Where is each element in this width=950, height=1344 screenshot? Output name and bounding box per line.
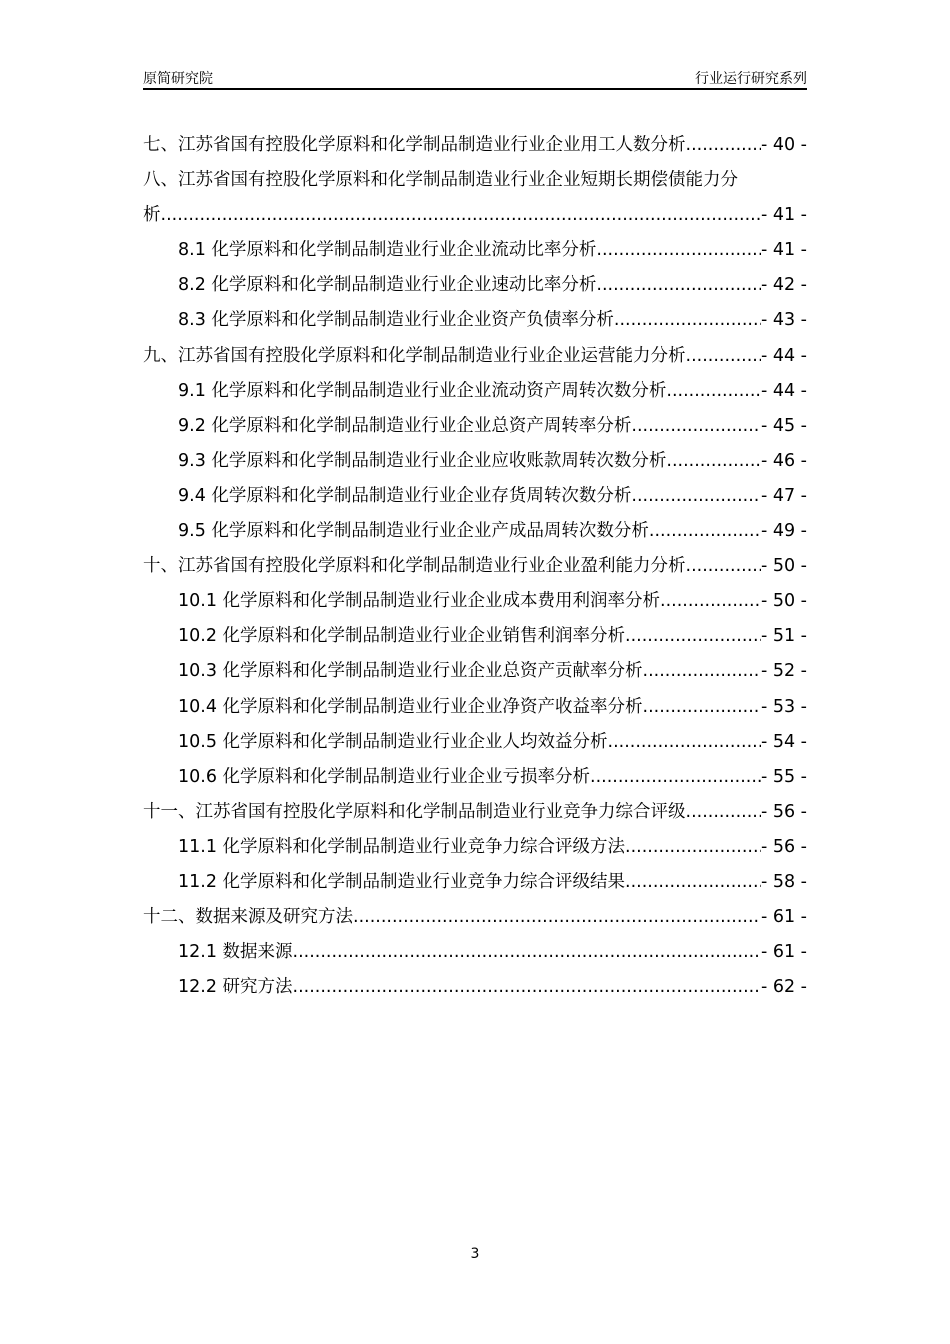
toc-leader-dots — [666, 444, 761, 479]
toc-leader-dots — [614, 303, 761, 338]
toc-leader-dots — [161, 198, 761, 233]
toc-leader-dots — [625, 830, 761, 865]
toc-entry[interactable] — [143, 198, 807, 233]
toc-entry-title: 8.1 化学原料和化学制品制造业行业企业流动比率分析 — [178, 240, 597, 261]
toc-entry-page: - 45 - — [760, 415, 807, 436]
toc-entry-title: 10.6 化学原料和化学制品制造业行业企业亏损率分析 — [178, 766, 591, 787]
toc-entry-title: 10.3 化学原料和化学制品制造业行业企业总资产贡献率分析 — [178, 661, 643, 682]
toc-entry-title: 11.2 化学原料和化学制品制造业行业竞争力综合评级结果 — [178, 871, 626, 892]
toc-entry-title: 8.2 化学原料和化学制品制造业行业企业速动比率分析 — [178, 275, 597, 296]
toc-leader-dots — [686, 795, 761, 830]
toc-entry[interactable] — [143, 619, 807, 654]
toc-entry-page: - 62 - — [760, 977, 807, 998]
toc-entry-page: - 43 - — [760, 310, 807, 331]
toc-entry[interactable] — [143, 900, 807, 935]
toc-entry-page: - 49 - — [760, 521, 807, 542]
toc-entry-title: 9.2 化学原料和化学制品制造业行业企业总资产周转率分析 — [178, 415, 632, 436]
toc-leader-dots — [596, 233, 761, 268]
toc-entry-page: - 46 - — [760, 450, 807, 471]
toc-leader-dots — [660, 584, 761, 619]
toc-entry[interactable] — [143, 654, 807, 689]
page-number: 3 — [470, 1246, 480, 1262]
toc-leader-dots — [625, 865, 761, 900]
page-header — [143, 66, 807, 90]
toc-entry-title: 10.5 化学原料和化学制品制造业行业企业人均效益分析 — [178, 731, 608, 752]
toc-leader-dots — [293, 935, 761, 970]
toc-entry-title: 十二、数据来源及研究方法 — [143, 907, 353, 928]
toc-leader-dots — [631, 409, 761, 444]
header-series: 行业运行研究系列 — [695, 71, 807, 87]
header-org: 原简研究院 — [143, 71, 213, 87]
toc-entry[interactable] — [143, 935, 807, 970]
toc-entry-title: 八、江苏省国有控股化学原料和化学制品制造业行业企业短期长期偿债能力分 — [143, 170, 738, 191]
toc-entry[interactable] — [143, 233, 807, 268]
toc-leader-dots — [643, 654, 761, 689]
toc-entry-page: - 40 - — [760, 135, 807, 155]
toc-entry[interactable] — [143, 268, 807, 303]
toc-entry-page: - 41 - — [760, 240, 807, 261]
table-of-contents — [143, 128, 807, 1005]
toc-entry[interactable] — [143, 339, 807, 374]
toc-entry-title: 十一、江苏省国有控股化学原料和化学制品制造业行业竞争力综合评级 — [143, 801, 686, 822]
toc-entry-title: 10.1 化学原料和化学制品制造业行业企业成本费用利润率分析 — [178, 591, 661, 612]
toc-entry-page: - 50 - — [760, 556, 807, 577]
toc-entry-page: - 41 - — [760, 205, 807, 226]
toc-entry[interactable] — [143, 725, 807, 760]
toc-entry[interactable] — [143, 409, 807, 444]
toc-entry-title: 9.3 化学原料和化学制品制造业行业企业应收账款周转次数分析 — [178, 450, 667, 471]
toc-leader-dots — [590, 760, 761, 795]
toc-leader-dots — [686, 128, 761, 163]
toc-leader-dots — [293, 970, 761, 1005]
toc-entry-page: - 44 - — [760, 380, 807, 401]
toc-leader-dots — [649, 514, 761, 549]
toc-entry-page: - 42 - — [760, 275, 807, 296]
toc-entry[interactable] — [143, 795, 807, 830]
toc-entry-title: 10.4 化学原料和化学制品制造业行业企业净资产收益率分析 — [178, 696, 643, 717]
toc-entry-title: 9.4 化学原料和化学制品制造业行业企业存货周转次数分析 — [178, 485, 632, 506]
toc-entry-page: - 56 - — [760, 801, 807, 822]
toc-leader-dots — [631, 479, 761, 514]
toc-entry-title: 九、江苏省国有控股化学原料和化学制品制造业行业企业运营能力分析 — [143, 345, 686, 366]
toc-entry-page: - 50 - — [760, 591, 807, 612]
toc-entry-title: 析 — [143, 205, 161, 226]
toc-leader-dots — [625, 619, 761, 654]
toc-entry[interactable] — [143, 549, 807, 584]
toc-entry[interactable] — [143, 584, 807, 619]
toc-leader-dots — [643, 690, 761, 725]
toc-entry-title: 12.1 数据来源 — [178, 942, 293, 963]
toc-leader-dots — [353, 900, 761, 935]
toc-entry[interactable] — [143, 865, 807, 900]
toc-entry-page: - 54 - — [760, 731, 807, 752]
toc-entry-page: - 58 - — [760, 871, 807, 892]
toc-entry[interactable] — [143, 690, 807, 725]
toc-entry[interactable] — [143, 970, 807, 1005]
toc-leader-dots — [686, 549, 761, 584]
toc-entry[interactable] — [143, 760, 807, 795]
toc-leader-dots — [686, 339, 761, 374]
toc-entry[interactable] — [143, 830, 807, 865]
toc-entry[interactable] — [143, 303, 807, 338]
toc-entry[interactable] — [143, 374, 807, 409]
toc-entry-page: - 52 - — [760, 661, 807, 682]
toc-entry[interactable] — [143, 163, 807, 198]
toc-entry-title: 11.1 化学原料和化学制品制造业行业竞争力综合评级方法 — [178, 836, 626, 857]
toc-entry[interactable] — [143, 444, 807, 479]
toc-entry-title: 12.2 研究方法 — [178, 977, 293, 998]
toc-entry-title: 9.5 化学原料和化学制品制造业行业企业产成品周转次数分析 — [178, 521, 649, 542]
toc-entry-title: 七、江苏省国有控股化学原料和化学制品制造业行业企业用工人数分析 — [143, 135, 686, 155]
toc-entry-title: 十、江苏省国有控股化学原料和化学制品制造业行业企业盈利能力分析 — [143, 556, 686, 577]
toc-entry-page: - 44 - — [760, 345, 807, 366]
toc-entry[interactable] — [143, 479, 807, 514]
toc-entry-page: - 61 - — [760, 942, 807, 963]
toc-leader-dots — [666, 374, 761, 409]
toc-entry[interactable] — [143, 128, 807, 163]
toc-entry-title: 9.1 化学原料和化学制品制造业行业企业流动资产周转次数分析 — [178, 380, 667, 401]
toc-entry-page: - 51 - — [760, 626, 807, 647]
toc-entry-title: 10.2 化学原料和化学制品制造业行业企业销售利润率分析 — [178, 626, 626, 647]
toc-entry-title: 8.3 化学原料和化学制品制造业行业企业资产负债率分析 — [178, 310, 614, 331]
toc-entry-page: - 56 - — [760, 836, 807, 857]
toc-entry[interactable] — [143, 514, 807, 549]
toc-entry-page: - 61 - — [760, 907, 807, 928]
toc-entry-page: - 53 - — [760, 696, 807, 717]
toc-leader-dots — [596, 268, 761, 303]
toc-leader-dots — [608, 725, 761, 760]
toc-entry-page: - 47 - — [760, 485, 807, 506]
toc-entry-page: - 55 - — [760, 766, 807, 787]
